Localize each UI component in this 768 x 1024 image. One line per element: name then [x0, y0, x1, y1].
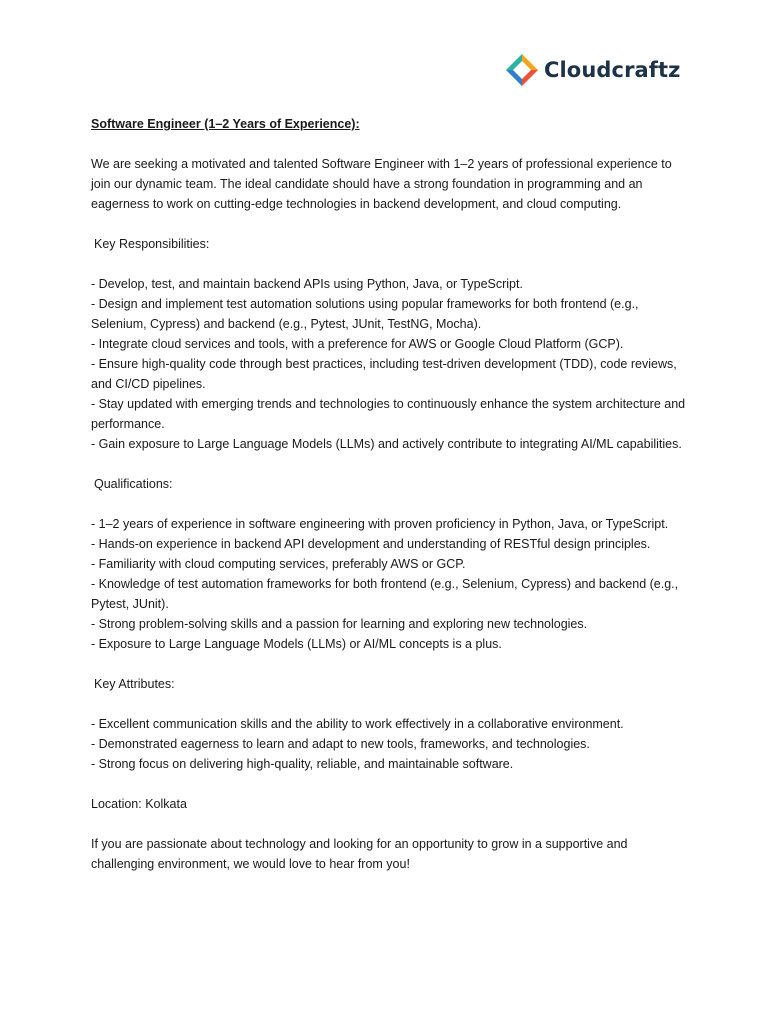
list-item: - Hands-on experience in backend API development and understanding of RESTful design principles. — [91, 537, 651, 551]
attributes-heading: Key Attributes: — [94, 677, 175, 691]
list-item: - Stay updated with emerging trends and technologies to continuously enhance the system architecture and performance. — [91, 397, 686, 431]
list-item: - Strong focus on delivering high-quality, reliable, and maintainable software. — [91, 757, 514, 771]
job-title: Software Engineer (1–2 Years of Experience): — [91, 117, 360, 131]
responsibilities-list — [91, 274, 691, 454]
cloudcraftz-logo-icon — [504, 52, 540, 88]
attributes-list — [91, 714, 691, 774]
list-item: - Develop, test, and maintain backend APIs using Python, Java, or TypeScript. — [91, 277, 523, 291]
list-item: - Ensure high-quality code through best practices, including test-driven development (TDD), code reviews, and CI/CD pipelines. — [91, 357, 677, 391]
list-item: - Knowledge of test automation frameworks for both frontend (e.g., Selenium, Cypress) and backend (e.g., Pytest, JUnit). — [91, 577, 679, 611]
qualifications-heading: Qualifications: — [94, 477, 173, 491]
responsibilities-heading: Key Responsibilities: — [94, 237, 210, 251]
list-item: - Exposure to Large Language Models (LLMs) or AI/ML concepts is a plus. — [91, 637, 502, 651]
intro-paragraph: We are seeking a motivated and talented Software Engineer with 1–2 years of professional experience to join our dynamic team. The ideal candidate should have a strong foundation in programming and an eagerness to work on cutting-edge technologies in backend development, and cloud computing. — [91, 157, 672, 211]
list-item: - 1–2 years of experience in software engineering with proven proficiency in Python, Java, or TypeScript. — [91, 517, 669, 531]
company-logo — [504, 52, 681, 88]
closing-paragraph: If you are passionate about technology and looking for an opportunity to grow in a supportive and challenging environment, we would love to hear from you! — [91, 837, 628, 871]
list-item: - Integrate cloud services and tools, with a preference for AWS or Google Cloud Platform (GCP). — [91, 337, 624, 351]
company-name: Cloudcraftz — [544, 57, 681, 82]
list-item: - Familiarity with cloud computing services, preferably AWS or GCP. — [91, 557, 466, 571]
job-description — [91, 114, 691, 874]
list-item: - Demonstrated eagerness to learn and adapt to new tools, frameworks, and technologies. — [91, 737, 590, 751]
qualifications-list — [91, 514, 691, 654]
list-item: - Strong problem-solving skills and a passion for learning and exploring new technologies. — [91, 617, 588, 631]
list-item: - Excellent communication skills and the ability to work effectively in a collaborative environment. — [91, 717, 624, 731]
location-line: Location: Kolkata — [91, 797, 187, 811]
list-item: - Design and implement test automation solutions using popular frameworks for both frontend (e.g., Selenium, Cypress) and backend (e.g., Pytest, JUnit, TestNG, Mocha). — [91, 297, 639, 331]
list-item: - Gain exposure to Large Language Models (LLMs) and actively contribute to integrating AI/ML capabilities. — [91, 437, 682, 451]
